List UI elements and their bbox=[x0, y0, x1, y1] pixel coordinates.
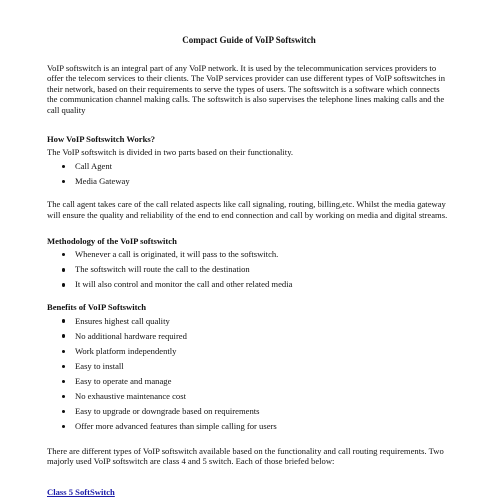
methodology-list bbox=[47, 249, 451, 290]
benefits-list bbox=[47, 316, 451, 432]
list-item: Media Gateway bbox=[47, 176, 451, 187]
heading-benefits: Benefits of VoIP Softswitch bbox=[47, 302, 147, 312]
list-item: Call Agent bbox=[47, 161, 451, 172]
list-item: Offer more advanced features than simple calling for users bbox=[47, 421, 451, 432]
parts-list bbox=[47, 161, 451, 187]
intro-paragraph: VoIP softswitch is an integral part of any VoIP network. It is used by the telecommunication services providers to offer the telecom services to their clients. The VoIP services provider can use different types of VoIP softswitches in their network, based on their requirements to serve the types of users. The softswitch is a software which connects the communication channel making calls. The softswitch is also supervises the telephone lines making calls and the call quality bbox=[47, 62, 445, 115]
list-item: Easy to operate and manage bbox=[47, 376, 451, 387]
class5-softswitch-link[interactable]: Class 5 SoftSwitch bbox=[47, 487, 115, 498]
how-it-works-text: The VoIP softswitch is divided in two parts based on their functionality. bbox=[47, 147, 294, 158]
list-item: The softswitch will route the call to the destination bbox=[47, 264, 451, 275]
list-item: It will also control and monitor the call and other related media bbox=[47, 279, 451, 290]
list-item: Work platform independently bbox=[47, 346, 451, 357]
list-item: No additional hardware required bbox=[47, 331, 451, 342]
list-item: Easy to upgrade or downgrade based on requirements bbox=[47, 406, 451, 417]
document-title: Compact Guide of VoIP Softswitch bbox=[182, 35, 316, 45]
heading-how-it-works: How VoIP Softswitch Works? bbox=[47, 133, 155, 144]
list-item: Ensures highest call quality bbox=[47, 316, 451, 327]
list-item: Easy to install bbox=[47, 361, 451, 372]
list-item: Whenever a call is originated, it will pass to the softswitch. bbox=[47, 249, 451, 260]
softswitch-types-paragraph: There are different types of VoIP softswitch available based on the functionality and call routing requirements. Two majorly used VoIP softswitch are class 4 and 5 switch. Each of those briefed below: bbox=[47, 445, 444, 467]
call-agent-paragraph: The call agent takes care of the call related aspects like call signaling, routing, billing,etc. Whilst the media gateway will ensure the quality and reliability of the end to end connection and call by working on media and digital streams. bbox=[47, 199, 448, 221]
heading-methodology: Methodology of the VoIP softswitch bbox=[47, 235, 177, 246]
list-item: No exhaustive maintenance cost bbox=[47, 391, 451, 402]
